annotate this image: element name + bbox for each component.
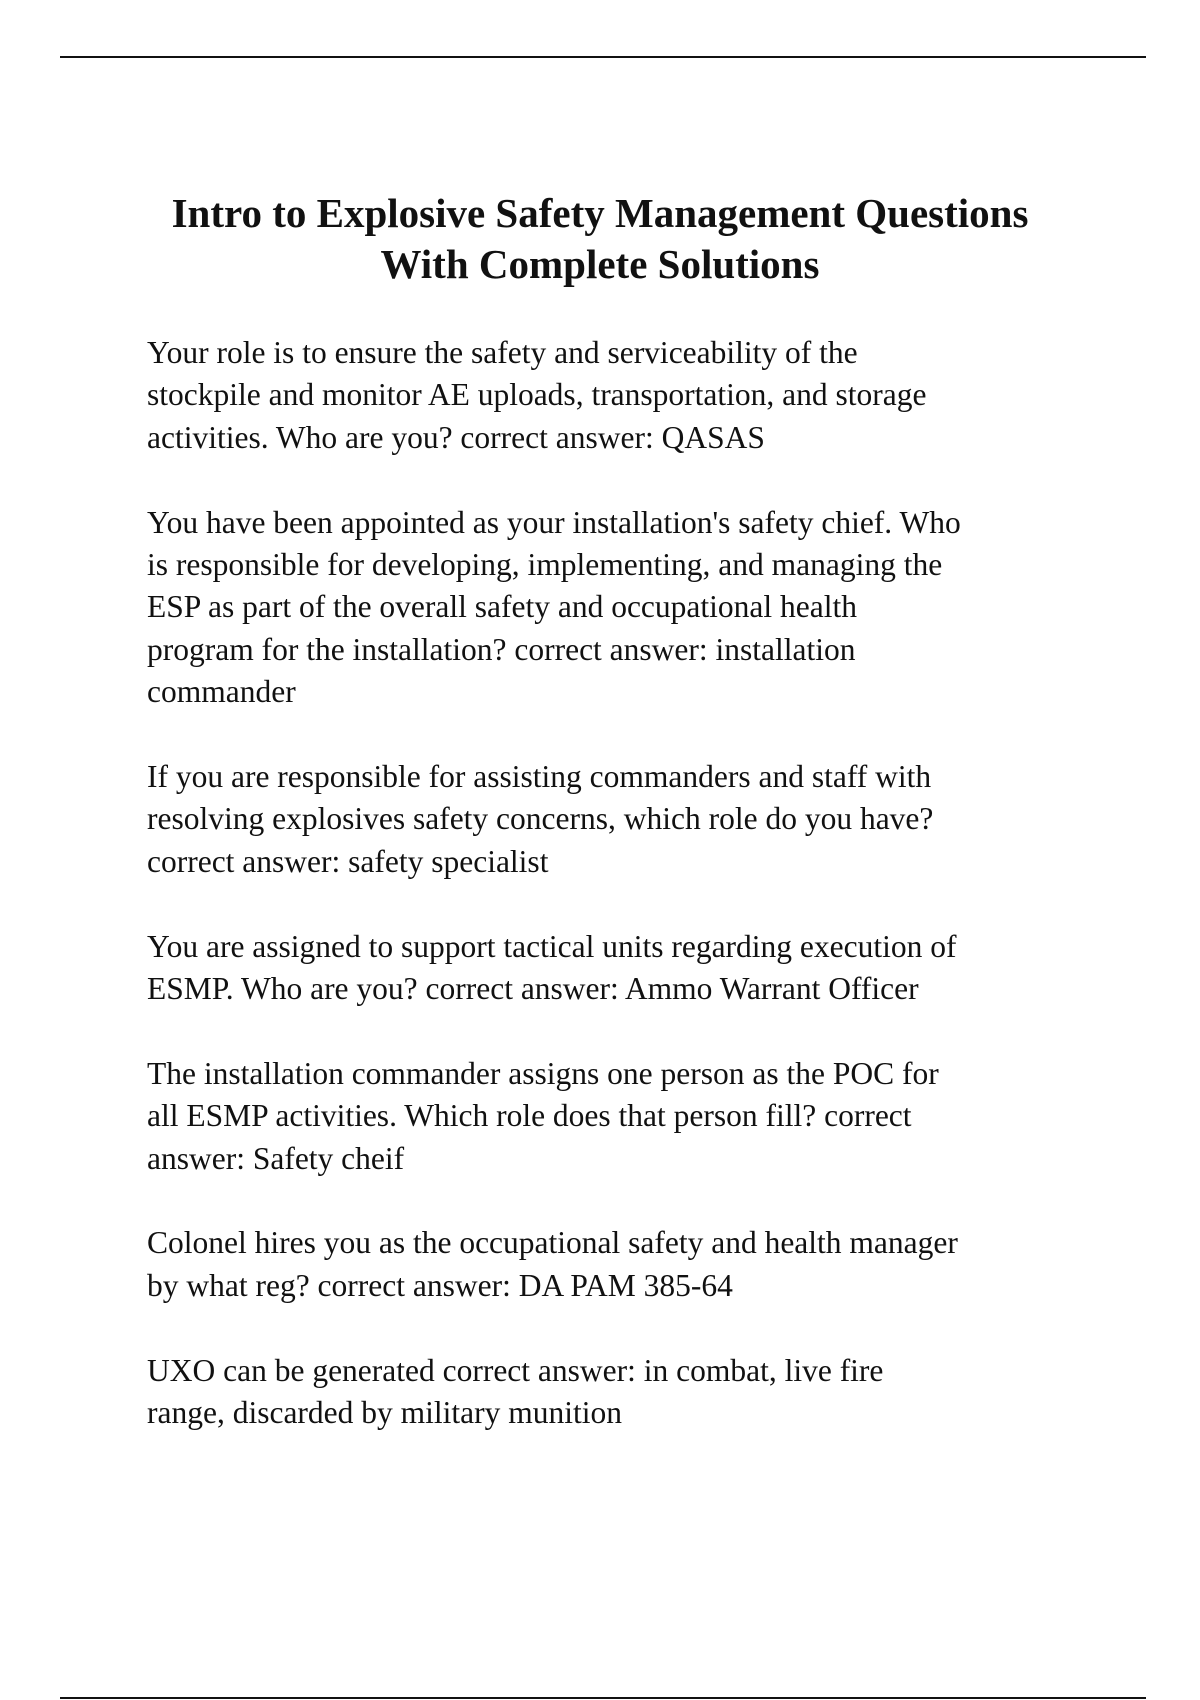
question-answer-paragraph	[147, 332, 961, 459]
text-line: You have been appointed as your installation's safety chief. Who	[147, 504, 961, 540]
header-rule	[60, 56, 1146, 58]
text-line: correct answer: safety specialist	[147, 843, 549, 879]
document-title	[0, 188, 1200, 290]
text-line: UXO can be generated correct answer: in combat, live fire	[147, 1352, 884, 1388]
text-line: activities. Who are you? correct answer: QASAS	[147, 419, 765, 455]
text-line: Colonel hires you as the occupational safety and health manager	[147, 1225, 958, 1261]
text-line: The installation commander assigns one person as the POC for	[147, 1055, 939, 1091]
title-line-1: Intro to Explosive Safety Management Questions	[171, 190, 1029, 236]
text-line: by what reg? correct answer: DA PAM 385-64	[147, 1267, 733, 1303]
text-line: commander	[147, 674, 296, 710]
text-line: resolving explosives safety concerns, which role do you have?	[147, 801, 934, 837]
footer-rule	[60, 1697, 1146, 1699]
text-line: ESMP. Who are you? correct answer: Ammo Warrant Officer	[147, 971, 919, 1007]
question-answer-paragraph	[147, 926, 961, 1011]
text-line: all ESMP activities. Which role does that person fill? correct	[147, 1098, 912, 1134]
question-answer-paragraph	[147, 1053, 961, 1180]
document-body	[147, 332, 961, 1477]
text-line: stockpile and monitor AE uploads, transportation, and storage	[147, 377, 927, 413]
text-line: program for the installation? correct answer: installation	[147, 631, 856, 667]
question-answer-paragraph	[147, 756, 961, 883]
title-line-2: With Complete Solutions	[380, 241, 820, 287]
text-line: ESP as part of the overall safety and occupational health	[147, 589, 857, 625]
text-line: You are assigned to support tactical units regarding execution of	[147, 928, 957, 964]
question-answer-paragraph	[147, 502, 961, 714]
question-answer-paragraph	[147, 1222, 961, 1307]
text-line: is responsible for developing, implementing, and managing the	[147, 547, 943, 583]
text-line: range, discarded by military munition	[147, 1395, 623, 1431]
text-line: answer: Safety cheif	[147, 1140, 405, 1176]
question-answer-paragraph	[147, 1350, 961, 1435]
text-line: If you are responsible for assisting commanders and staff with	[147, 759, 932, 795]
text-line: Your role is to ensure the safety and serviceability of the	[147, 335, 858, 370]
